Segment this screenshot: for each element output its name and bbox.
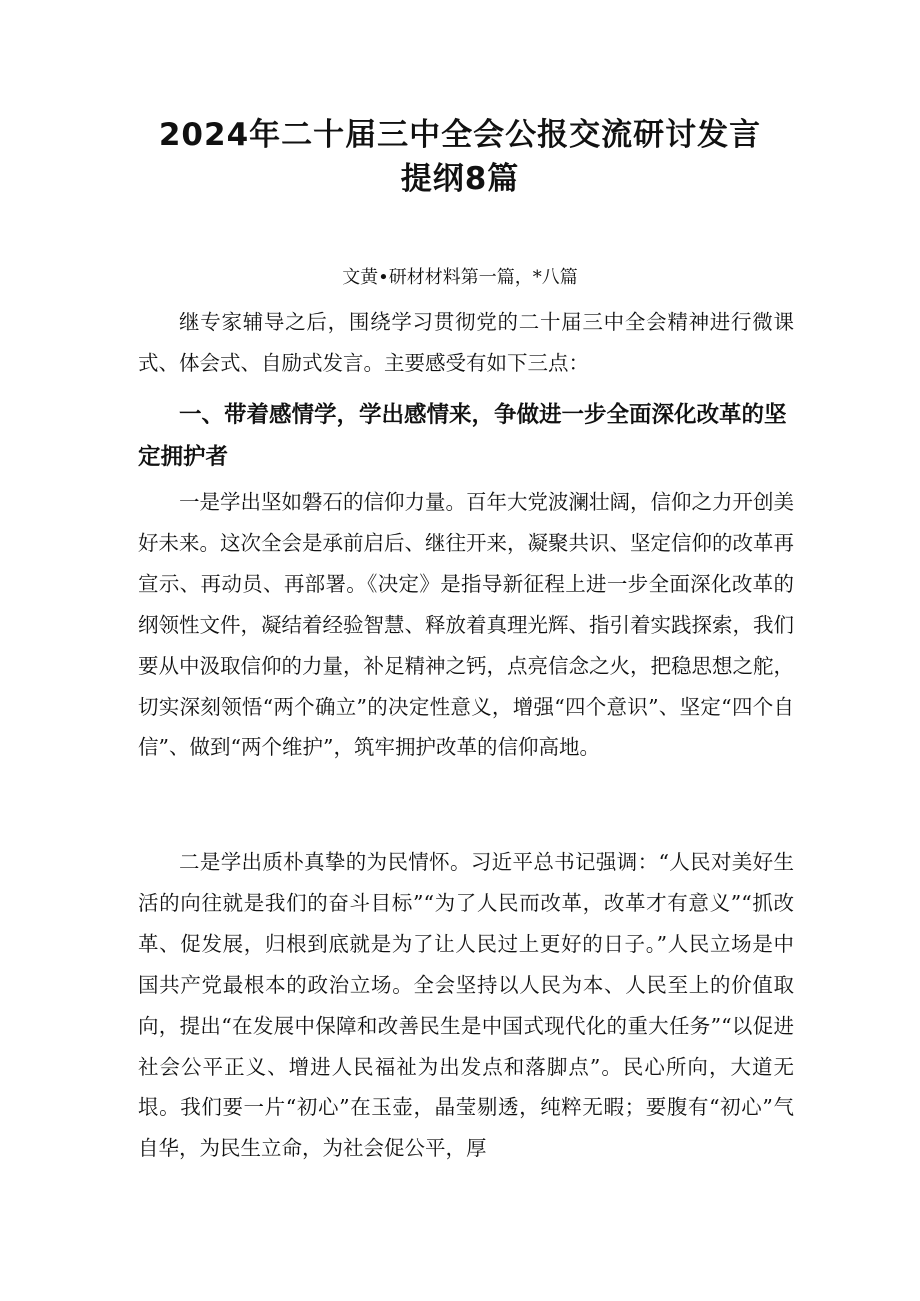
document-subtitle: 文黄•研材材料第一篇，*八篇 (342, 267, 578, 288)
body-paragraph-2: 二是学出质朴真挚的为民情怀。习近平总书记强调：“人民对美好生活的向往就是我们的奋斗目标”“为了人民而改革，改革才有意义”“抓改革、促发展，归根到底就是为了让人民过上更好的日子。”人民立场是中国共产党最根本的政治立场。全会坚持以人民为本、人民至上的价值取向，提出“在发展中保障和改善民生是中国式现代化的重大任务”“以促进社会公平正义、增进人民福祉为出发点和落脚点”。民心所向，大道无垠。我们要一片“初心”在玉壶，晶莹剔透，纯粹无暇；要腹有“初心”气自华，为民生立命，为社会促公平，厚 (138, 850, 794, 1161)
document-title-line-1: 2024年二十届三中全会公报交流研讨发言 (158, 117, 762, 153)
intro-paragraph: 继专家辅导之后，围绕学习贯彻党的二十届三中全会精神进行微课式、体会式、自励式发言。主要感受有如下三点： (138, 310, 794, 375)
body-paragraph-1: 一是学出坚如磐石的信仰力量。百年大党波澜壮阔，信仰之力开创美好未来。这次全会是承前启后、继往开来，凝聚共识、坚定信仰的改革再宣示、再动员、再部署。《决定》是指导新征程上进一步全面深化改革的纲领性文件，凝结着经验智慧、释放着真理光辉、指引着实践探索，我们要从中汲取信仰的力量，补足精神之钙，点亮信念之火，把稳思想之舵，切实深刻领悟“两个确立”的决定性意义，增强“四个意识”、坚定“四个自信”、做到“两个维护”，筑牢拥护改革的信仰高地。 (138, 490, 794, 760)
section-1-heading: 一、带着感情学，学出感情来，争做进一步全面深化改革的坚定拥护者 (138, 402, 787, 470)
document-title-line-2: 提纲8篇 (400, 161, 520, 197)
